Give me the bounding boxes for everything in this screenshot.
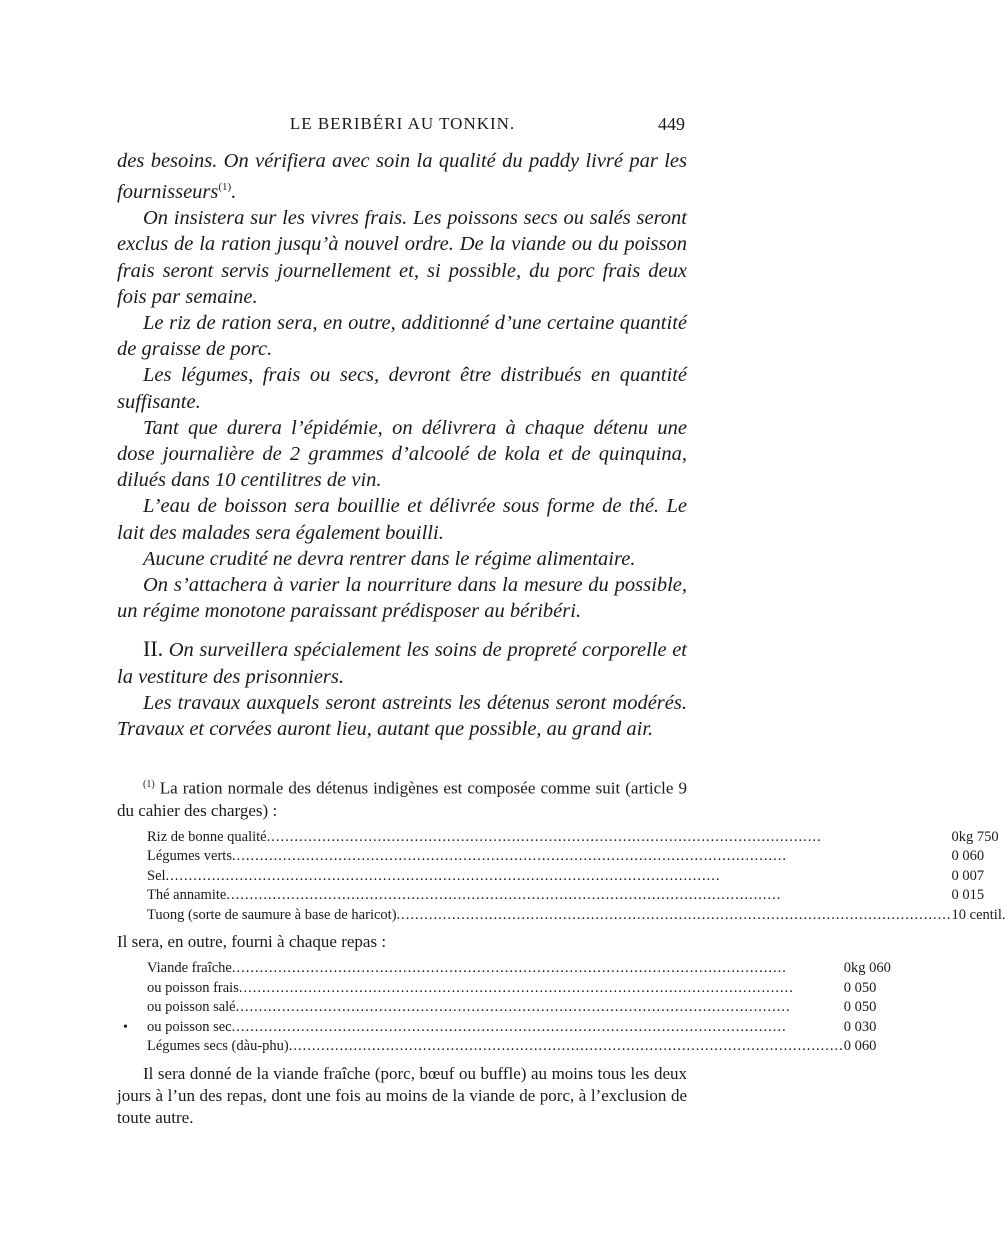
dot-leader: ........................................................................................................................ (396, 906, 952, 923)
ration-row (147, 959, 891, 979)
dot-leader: ........................................................................................................................ (288, 1038, 844, 1055)
ration-quantity: 0 007 (951, 867, 985, 884)
ration-row (147, 998, 891, 1018)
ration-row (147, 886, 1006, 906)
ration-quantity: 0 015 (951, 887, 985, 904)
running-header (120, 114, 685, 140)
ration-row (147, 1018, 891, 1038)
ration-quantity: 0 030 (843, 1018, 877, 1035)
page-number: 449 (658, 114, 685, 134)
dot-leader: ........................................................................................................................ (266, 828, 822, 845)
ration-quantity: 0 050 (843, 999, 877, 1016)
ration-item-label: Sel (147, 867, 166, 884)
ration-quantity: 0 060 (843, 1038, 877, 1055)
paragraph-3: Le riz de ration sera, en outre, additionné d’une certaine quantité de graisse de porc. (117, 312, 687, 361)
paragraph-9-text: On surveillera spécialement les soins de propreté corporelle et la vestiture des prisonniers. (117, 639, 687, 688)
main-text (117, 148, 687, 742)
ration-item (147, 828, 952, 848)
ration-row (147, 979, 891, 999)
footnote-intro-text: La ration normale des détenus indigènes est composée comme suit (article 9 du cahier des charges) : (117, 778, 687, 820)
section-numeral: II. (143, 636, 164, 662)
ration-row (147, 828, 1006, 848)
paragraph-1-end: . (231, 181, 237, 204)
paragraph-2: On insistera sur les vivres frais. Les poissons secs ou salés seront exclus de la ration jusqu’à nouvel ordre. De la viande ou du poisson frais seront servis journellement et, si possible, du porc frais deux fois par semaine. (117, 207, 687, 308)
ration-item (147, 1037, 844, 1057)
dot-leader: ........................................................................................................................ (235, 999, 791, 1016)
meal-ration-table (123, 959, 891, 1057)
paragraph-7: Aucune crudité ne devra rentrer dans le régime alimentaire. (143, 547, 636, 570)
ration-row (147, 847, 1006, 867)
ration-item-label: ou poisson frais (147, 979, 239, 996)
paragraph-8: On s’attachera à varier la nourriture dans la mesure du possible, un régime monotone paraissant prédisposer au béribéri. (117, 574, 687, 623)
ration-item-label: ou poisson salé (147, 999, 236, 1016)
footnote-meal-intro: Il sera, en outre, fourni à chaque repas : (117, 932, 387, 952)
dot-leader: ........................................................................................................................ (165, 867, 721, 884)
ration-item (147, 847, 952, 867)
ration-item-label: Légumes verts (147, 848, 232, 865)
paragraph-5: Tant que durera l’épidémie, on délivrera à chaque détenu une dose journalière de 2 grammes d’alcoolé de kola et de quinquina, dilués dans 10 centilitres de vin. (117, 416, 687, 492)
margin-mark: • (123, 1019, 128, 1035)
dot-leader: ........................................................................................................................ (231, 960, 787, 977)
ration-item (147, 886, 952, 906)
paragraph-10: Les travaux auxquels seront astreints les détenus seront modérés. Travaux et corvées auront lieu, autant que possible, au grand air. (117, 691, 687, 741)
ration-quantity: 0 050 (843, 979, 877, 996)
footnote (117, 774, 1006, 1129)
ration-item-label: Viande fraîche (147, 960, 232, 977)
ration-item (123, 1018, 844, 1038)
daily-ration-table (147, 828, 1006, 926)
dot-leader: ........................................................................................................................ (226, 887, 782, 904)
dot-leader: ........................................................................................................................ (238, 979, 794, 996)
ration-item (147, 959, 844, 979)
ration-row (147, 1037, 891, 1057)
ration-item-label: Thé annamite (147, 887, 227, 904)
dot-leader: ........................................................................................................................ (231, 848, 787, 865)
ration-item (147, 998, 844, 1018)
ration-quantity: 0kg 750 (951, 828, 999, 845)
ration-item (147, 867, 952, 887)
footnote-reference: (1) (218, 181, 232, 194)
dot-leader: ........................................................................................................................ (231, 1018, 787, 1035)
ration-item-label: Légumes secs (dàu-phu) (147, 1038, 289, 1055)
footnote-closing: Il sera donné de la viande fraîche (porc, bœuf ou buffle) au moins tous les deux jours à l’un des repas, dont une fois au moins de la viande de porc, à l’exclusion de toute autre. (117, 1063, 687, 1127)
ration-quantity: 0kg 060 (843, 960, 891, 977)
footnote-marker: (1) (143, 779, 155, 790)
ration-item-label: Tuong (sorte de saumure à base de haricot) (147, 906, 397, 923)
ration-row (147, 867, 1006, 887)
ration-row (147, 906, 1006, 926)
ration-quantity: 0 060 (951, 848, 985, 865)
paragraph-6: L’eau de boisson sera bouillie et délivrée sous forme de thé. Le lait des malades sera également bouilli. (117, 495, 687, 544)
paragraph-1-text: des besoins. On vérifiera avec soin la qualité du paddy livré par les fournisseurs (117, 150, 687, 204)
running-title: LE BERIBÉRI AU TONKIN. (289, 114, 516, 133)
footnote-intro (117, 774, 687, 822)
paragraph-9 (117, 636, 687, 689)
paragraph-4: Les légumes, frais ou secs, devront être distribués en quantité suffisante. (117, 364, 687, 413)
ration-item-label: Riz de bonne qualité (147, 828, 267, 845)
ration-item (147, 906, 952, 926)
ration-item (147, 979, 844, 999)
paragraph-1 (117, 148, 687, 205)
ration-quantity: 10 centil. (951, 906, 1006, 923)
ration-item-label: ou poisson sec (147, 1018, 232, 1035)
